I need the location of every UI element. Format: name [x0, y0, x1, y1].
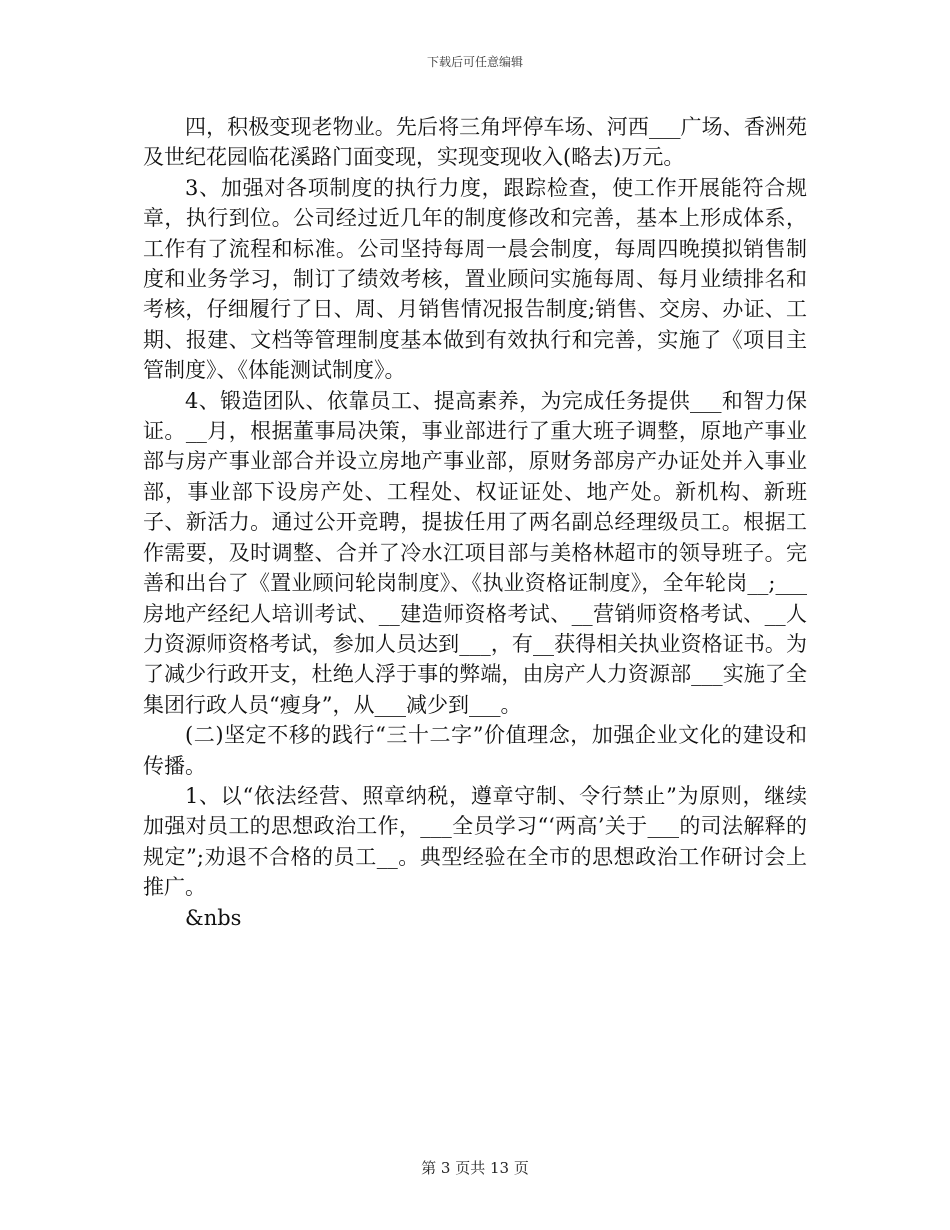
paragraph-5: 1、以“依法经营、照章纳税，遵章守制、令行禁止”为原则，继续加强对员工的思想政治工作，___全员学习“‘两高’关于___的司法解释的规定”;劝退不合格的员工__。典型经验在全市的思想政治工作研讨会上推广。 — [143, 783, 807, 900]
paragraph-6: &nbs — [185, 905, 242, 930]
paragraph-1: 四，积极变现老物业。先后将三角坪停车场、河西___广场、香洲苑及世纪花园临花溪路门面变现，实现变现收入(略去)万元。 — [143, 115, 807, 170]
page-header-note: 下载后可任意编辑 — [426, 55, 523, 69]
paragraph-2: 3、加强对各项制度的执行力度，跟踪检查，使工作开展能符合规章，执行到位。公司经过近几年的制度修改和完善，基本上形成体系，工作有了流程和标准。公司坚持每周一晨会制度，每周四晚摸拟销售制度和业务学习，制订了绩效考核，置业顾问实施每周、每月业绩排名和考核，仔细履行了日、周、月销售情况报告制度;销售、交房、办证、工期、报建、文档等管理制度基本做到有效执行和完善，实施了《项目主管制度》、《体能测试制度》。 — [143, 175, 807, 383]
paragraph-4: (二)坚定不移的践行“三十二字”价值理念，加强企业文化的建设和传播。 — [143, 723, 807, 778]
document-body — [143, 112, 807, 933]
page-number-footer: 第 3 页共 13 页 — [421, 1159, 529, 1177]
paragraph-3: 4、锻造团队、依靠员工、提高素养，为完成任务提供___和智力保证。__月，根据董事局决策，事业部进行了重大班子调整，原地产事业部与房产事业部合并设立房地产事业部，原财务部房产办证处并入事业部，事业部下设房产处、工程处、权证证处、地产处。新机构、新班子、新活力。通过公开竞聘，提拔任用了两名副总经理级员工。根据工作需要，及时调整、合并了冷水江项目部与美格林超市的领导班子。完善和出台了《置业顾问轮岗制度》、《执业资格证制度》，全年轮岗__;___房地产经纪人培训考试、__建造师资格考试、__营销师资格考试、__人力资源师资格考试，参加人员达到___，有__获得相关执业资格证书。为了减少行政开支，杜绝人浮于事的弊端，由房产人力资源部___实施了全集团行政人员“瘦身”，从___减少到___。 — [143, 388, 807, 717]
